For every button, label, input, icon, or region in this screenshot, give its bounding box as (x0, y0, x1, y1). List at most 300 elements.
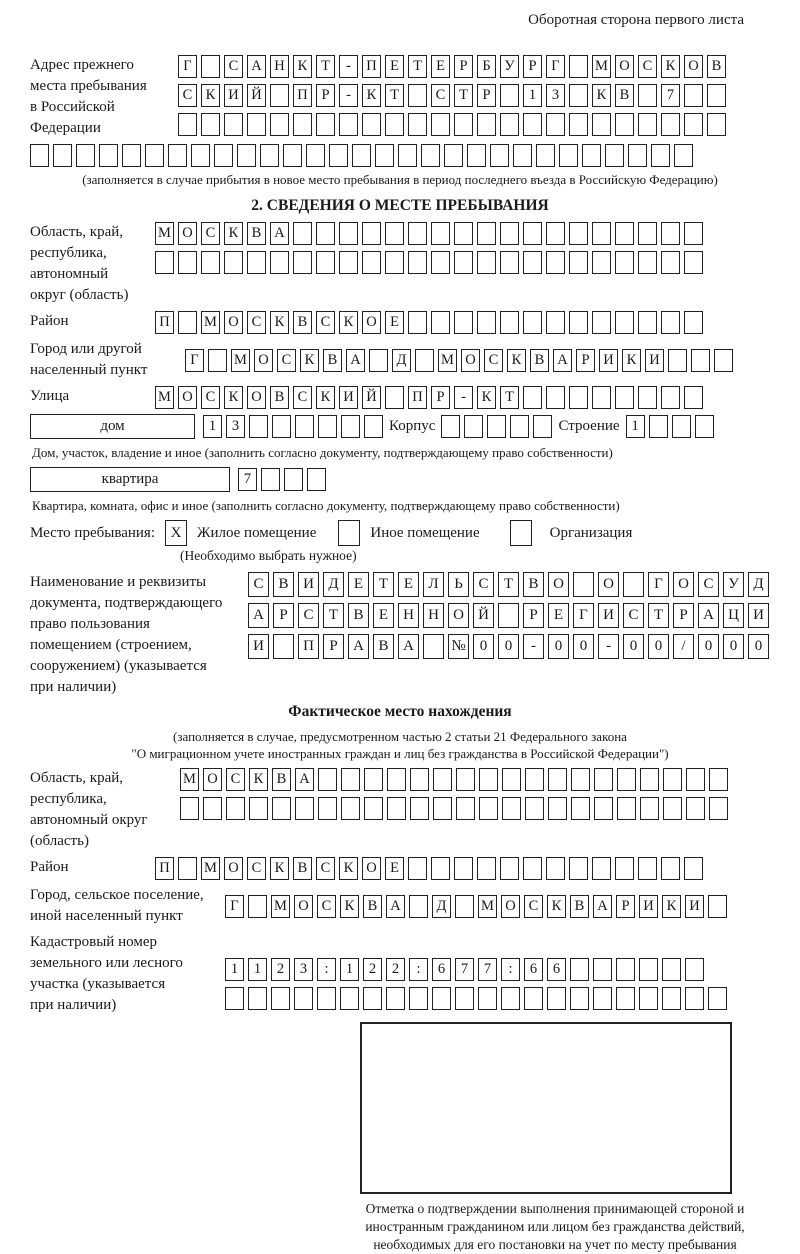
char-cell: 1 (340, 958, 359, 981)
char-cell (638, 311, 657, 334)
char-cell: Н (398, 603, 419, 628)
char-cell: 1 (203, 415, 222, 438)
char-cell: О (247, 386, 266, 409)
char-cell (569, 251, 588, 274)
char-cell: П (408, 386, 427, 409)
char-cell (661, 857, 680, 880)
char-cell: О (448, 603, 469, 628)
char-cell (674, 144, 693, 167)
city-block (30, 339, 770, 381)
char-cell: Г (185, 349, 204, 372)
char-cell (649, 415, 668, 438)
char-cell (638, 222, 657, 245)
char-cell (639, 987, 658, 1010)
char-cell (30, 144, 49, 167)
char-cell (498, 603, 519, 628)
char-cell (295, 797, 314, 820)
char-cell (408, 222, 427, 245)
char-cell: А (247, 55, 266, 78)
char-cell (293, 113, 312, 136)
char-cell: 0 (748, 634, 769, 659)
prev-address-caption: (заполняется в случае прибытия в новое место пребывания в период последнего въезда в Российскую Федерацию) (82, 172, 718, 187)
char-cell: В (615, 84, 634, 107)
char-cell (617, 797, 636, 820)
char-cell (571, 768, 590, 791)
actual-city-row (225, 895, 727, 918)
char-cell: А (270, 222, 289, 245)
char-cell (421, 144, 440, 167)
char-cell: А (698, 603, 719, 628)
prev-address-block (30, 55, 770, 139)
stroenie-cells (626, 415, 714, 438)
char-cell: : (409, 958, 428, 981)
prev-address-label: Адрес прежнего места пребывания в Российской Федерации (30, 57, 147, 136)
char-cell: А (348, 634, 369, 659)
char-cell: П (362, 55, 381, 78)
char-cell: С (247, 311, 266, 334)
apartment-box-label: квартира (30, 467, 230, 492)
char-cell: К (340, 895, 359, 918)
char-cell (441, 415, 460, 438)
char-cell: Е (385, 55, 404, 78)
char-cell: А (248, 603, 269, 628)
char-cell: 6 (524, 958, 543, 981)
korpus-label: Корпус (389, 418, 436, 434)
char-cell (76, 144, 95, 167)
char-cell: О (598, 572, 619, 597)
char-cell: Р (673, 603, 694, 628)
char-cell: Р (316, 84, 335, 107)
char-cell (454, 113, 473, 136)
actual-district-label: Район (30, 859, 69, 875)
apartment-cells (238, 468, 326, 491)
char-cell (191, 144, 210, 167)
char-cell (686, 768, 705, 791)
char-cell: В (523, 572, 544, 597)
char-cell (661, 386, 680, 409)
char-cell (318, 768, 337, 791)
char-cell (513, 144, 532, 167)
page-header-note: Оборотная сторона первого листа (528, 12, 744, 28)
char-cell (523, 222, 542, 245)
char-cell (640, 768, 659, 791)
stay-place-label: Место пребывания: (30, 524, 155, 541)
char-cell (271, 987, 290, 1010)
actual-region-row-1 (180, 768, 728, 791)
char-cell (224, 113, 243, 136)
char-cell (546, 251, 565, 274)
char-cell: 1 (626, 415, 645, 438)
char-cell: В (247, 222, 266, 245)
document-row-2 (248, 603, 769, 628)
char-cell (339, 251, 358, 274)
char-cell: С (226, 768, 245, 791)
char-cell: 0 (573, 634, 594, 659)
char-cell: Е (373, 603, 394, 628)
char-cell (593, 958, 612, 981)
char-cell: 0 (648, 634, 669, 659)
char-cell: К (270, 311, 289, 334)
char-cell (523, 311, 542, 334)
char-cell (546, 311, 565, 334)
char-cell: С (298, 603, 319, 628)
char-cell (306, 144, 325, 167)
char-cell (684, 857, 703, 880)
street-row (155, 386, 703, 409)
char-cell (249, 797, 268, 820)
char-cell (201, 55, 220, 78)
char-cell (456, 768, 475, 791)
char-cell (638, 84, 657, 107)
char-cell: И (639, 895, 658, 918)
char-cell (500, 222, 519, 245)
char-cell: П (298, 634, 319, 659)
char-cell (339, 113, 358, 136)
checkbox-organization (510, 520, 532, 546)
char-cell: И (598, 603, 619, 628)
char-cell (477, 311, 496, 334)
char-cell (546, 857, 565, 880)
char-cell: Д (748, 572, 769, 597)
char-cell: М (438, 349, 457, 372)
char-cell: 0 (548, 634, 569, 659)
char-cell (487, 415, 506, 438)
char-cell (237, 144, 256, 167)
char-cell (203, 797, 222, 820)
char-cell: К (300, 349, 319, 372)
char-cell: А (386, 895, 405, 918)
actual-city-label: Город, сельское поселение, иной населенный пункт (30, 887, 204, 924)
char-cell: Т (498, 572, 519, 597)
char-cell: В (272, 768, 291, 791)
char-cell (180, 797, 199, 820)
char-cell: В (323, 349, 342, 372)
char-cell (387, 768, 406, 791)
char-cell: Д (323, 572, 344, 597)
char-cell (178, 857, 197, 880)
stroenie-label: Строение (558, 418, 620, 434)
char-cell (500, 857, 519, 880)
char-cell: М (155, 386, 174, 409)
char-cell (261, 468, 280, 491)
char-cell (546, 386, 565, 409)
char-cell: К (592, 84, 611, 107)
char-cell (525, 768, 544, 791)
char-cell (433, 797, 452, 820)
document-row-1 (248, 572, 769, 597)
char-cell (248, 895, 267, 918)
char-cell: В (293, 857, 312, 880)
char-cell (295, 415, 314, 438)
char-cell (226, 797, 245, 820)
char-cell (661, 113, 680, 136)
char-cell (431, 311, 450, 334)
char-cell: О (224, 311, 243, 334)
char-cell (364, 415, 383, 438)
char-cell: К (249, 768, 268, 791)
char-cell (594, 768, 613, 791)
char-cell (363, 987, 382, 1010)
char-cell (500, 251, 519, 274)
char-cell: Е (385, 857, 404, 880)
char-cell (684, 222, 703, 245)
char-cell: 3 (294, 958, 313, 981)
char-cell: С (698, 572, 719, 597)
char-cell (432, 987, 451, 1010)
char-cell (362, 113, 381, 136)
actual-district-row (155, 857, 703, 880)
char-cell (547, 987, 566, 1010)
char-cell (672, 415, 691, 438)
char-cell (270, 84, 289, 107)
char-cell (214, 144, 233, 167)
char-cell (294, 987, 313, 1010)
char-cell: Ц (723, 603, 744, 628)
char-cell (661, 222, 680, 245)
char-cell (524, 987, 543, 1010)
char-cell: Л (423, 572, 444, 597)
char-cell (456, 797, 475, 820)
char-cell (208, 349, 227, 372)
char-cell (616, 987, 635, 1010)
char-cell (639, 958, 658, 981)
char-cell: Е (385, 311, 404, 334)
house-box-label: дом (30, 414, 195, 439)
char-cell (454, 311, 473, 334)
char-cell: А (346, 349, 365, 372)
char-cell: С (201, 386, 220, 409)
char-cell (477, 857, 496, 880)
char-cell (272, 415, 291, 438)
char-cell (593, 987, 612, 1010)
char-cell (510, 415, 529, 438)
char-cell: О (224, 857, 243, 880)
char-cell: Т (385, 84, 404, 107)
char-cell: Р (323, 634, 344, 659)
char-cell (284, 468, 303, 491)
char-cell: А (553, 349, 572, 372)
char-cell: 0 (498, 634, 519, 659)
char-cell: В (348, 603, 369, 628)
char-cell (651, 144, 670, 167)
char-cell (341, 415, 360, 438)
char-cell: П (155, 857, 174, 880)
registration-mark-box (360, 1022, 732, 1194)
char-cell: Г (648, 572, 669, 597)
char-cell (201, 251, 220, 274)
char-cell (408, 311, 427, 334)
char-cell (283, 144, 302, 167)
char-cell (708, 987, 727, 1010)
char-cell: 2 (386, 958, 405, 981)
char-cell (431, 251, 450, 274)
char-cell: С (316, 857, 335, 880)
char-cell (684, 311, 703, 334)
char-cell (569, 386, 588, 409)
document-block (30, 572, 770, 698)
char-cell (592, 222, 611, 245)
char-cell (691, 349, 710, 372)
option-residential-label: Жилое помещение (197, 524, 317, 541)
char-cell: Р (576, 349, 595, 372)
char-cell: С (623, 603, 644, 628)
char-cell: М (592, 55, 611, 78)
char-cell (410, 797, 429, 820)
char-cell (454, 857, 473, 880)
char-cell: К (339, 857, 358, 880)
char-cell: 7 (661, 84, 680, 107)
checkbox-other-premises (338, 520, 360, 546)
char-cell: С (293, 386, 312, 409)
char-cell: Г (178, 55, 197, 78)
street-block (30, 386, 770, 409)
char-cell (270, 251, 289, 274)
prev-address-row-2 (178, 84, 726, 107)
char-cell (684, 251, 703, 274)
char-cell (490, 144, 509, 167)
prev-address-row-4-full (30, 144, 770, 167)
char-cell (569, 857, 588, 880)
actual-location-caption-2: "О миграционном учете иностранных граждан и лиц без гражданства в Российской Федерации") (131, 746, 669, 761)
char-cell: К (477, 386, 496, 409)
char-cell: П (293, 84, 312, 107)
actual-district-block (30, 857, 770, 880)
char-cell (339, 222, 358, 245)
char-cell (318, 797, 337, 820)
district-label: Район (30, 313, 69, 329)
char-cell (431, 222, 450, 245)
char-cell: С (524, 895, 543, 918)
actual-region-label: Область, край, республика, автономный округ (область) (30, 770, 148, 849)
char-cell (592, 386, 611, 409)
house-caption: Дом, участок, владение и иное (заполнить согласно документу, подтверждающему право собственности) (32, 445, 613, 460)
char-cell: - (339, 84, 358, 107)
char-cell: К (622, 349, 641, 372)
char-cell (260, 144, 279, 167)
char-cell: С (317, 895, 336, 918)
char-cell: С (248, 572, 269, 597)
char-cell: В (273, 572, 294, 597)
char-cell: С (484, 349, 503, 372)
char-cell (408, 857, 427, 880)
actual-location-title: Фактическое место нахождения (288, 703, 512, 720)
char-cell (570, 987, 589, 1010)
char-cell (423, 634, 444, 659)
char-cell (709, 797, 728, 820)
char-cell: М (201, 857, 220, 880)
char-cell: И (248, 634, 269, 659)
char-cell: О (673, 572, 694, 597)
char-cell: 7 (238, 468, 257, 491)
char-cell: Ь (448, 572, 469, 597)
actual-location-caption-1: (заполняется в случае, предусмотренном частью 2 статьи 21 Федерального закона (173, 729, 627, 744)
stay-place-note: (Необходимо выбрать нужное) (180, 548, 357, 563)
char-cell: - (454, 386, 473, 409)
char-cell (592, 311, 611, 334)
char-cell (248, 987, 267, 1010)
char-cell (523, 251, 542, 274)
char-cell (455, 895, 474, 918)
char-cell (685, 987, 704, 1010)
char-cell (329, 144, 348, 167)
char-cell: К (201, 84, 220, 107)
char-cell (500, 84, 519, 107)
char-cell: Т (500, 386, 519, 409)
char-cell: К (362, 84, 381, 107)
char-cell (408, 113, 427, 136)
char-cell: С (431, 84, 450, 107)
char-cell (224, 251, 243, 274)
char-cell (364, 768, 383, 791)
char-cell: К (547, 895, 566, 918)
char-cell: Д (432, 895, 451, 918)
char-cell (559, 144, 578, 167)
actual-city-block (30, 885, 770, 927)
checkbox-residential: X (165, 520, 187, 546)
char-cell (454, 222, 473, 245)
char-cell (695, 415, 714, 438)
char-cell (387, 797, 406, 820)
char-cell (523, 857, 542, 880)
char-cell: В (293, 311, 312, 334)
char-cell (201, 113, 220, 136)
char-cell: К (662, 895, 681, 918)
char-cell (477, 222, 496, 245)
char-cell (617, 768, 636, 791)
char-cell (582, 144, 601, 167)
char-cell (247, 113, 266, 136)
char-cell (341, 797, 360, 820)
house-line (30, 414, 770, 439)
prev-address-row-3 (178, 113, 726, 136)
char-cell (247, 251, 266, 274)
char-cell: Й (473, 603, 494, 628)
char-cell (478, 987, 497, 1010)
char-cell (592, 857, 611, 880)
char-cell (273, 634, 294, 659)
char-cell (408, 84, 427, 107)
char-cell: С (277, 349, 296, 372)
char-cell: П (155, 311, 174, 334)
char-cell: Т (323, 603, 344, 628)
char-cell (340, 987, 359, 1010)
char-cell: 2 (363, 958, 382, 981)
char-cell (569, 113, 588, 136)
document-row-3 (248, 634, 769, 659)
char-cell (293, 222, 312, 245)
cadastral-row-1 (225, 958, 727, 981)
district-block (30, 311, 770, 334)
char-cell: И (298, 572, 319, 597)
prev-address-row-1 (178, 55, 726, 78)
char-cell (272, 797, 291, 820)
char-cell: 1 (225, 958, 244, 981)
char-cell: У (723, 572, 744, 597)
char-cell: 1 (523, 84, 542, 107)
char-cell: Й (362, 386, 381, 409)
char-cell (708, 895, 727, 918)
char-cell (684, 113, 703, 136)
char-cell: Г (225, 895, 244, 918)
char-cell (663, 768, 682, 791)
char-cell (714, 349, 733, 372)
char-cell: 3 (226, 415, 245, 438)
char-cell: К (661, 55, 680, 78)
char-cell (464, 415, 483, 438)
char-cell (178, 113, 197, 136)
char-cell (638, 113, 657, 136)
char-cell (341, 768, 360, 791)
